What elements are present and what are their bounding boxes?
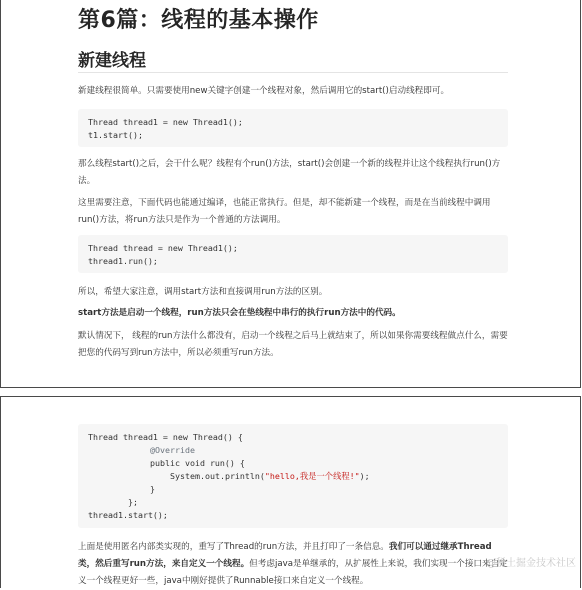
code-line: Thread thread = new Thread1(); <box>88 243 238 253</box>
watermark: @稀土掘金技术社区 <box>486 558 576 569</box>
code-token: System.out.println( <box>170 471 265 481</box>
article-title: 第6篇：线程的基本操作 <box>78 8 319 33</box>
paragraph-difference: 所以，希望大家注意，调用start方法和直接调用run方法的区别。 <box>78 287 328 297</box>
code-line: @Override <box>150 445 195 455</box>
paragraph-default-run: 默认情况下， 线程的run方法什么都没有，启动一个线程之后马上就结束了，所以如果你需要线程做点什么，需要把您的代码写到run方法中，所以必须重写run方法。 <box>78 331 508 358</box>
section-divider <box>78 72 508 73</box>
section-heading: 新建线程 <box>78 51 146 71</box>
text-span: 上面是使用匿名内部类实现的，重写了Thread的run方法，并且打印了一条信息。 <box>78 542 389 552</box>
paragraph-anonymous-class <box>78 539 508 590</box>
paragraph-intro: 新建线程很简单。只需要使用new关键字创建一个线程对象，然后调用它的start()启动线程即可。 <box>78 86 450 96</box>
paragraph-run-note: 这里需要注意，下面代码也能通过编译，也能正常执行。但是，却不能新建一个线程，而是在当前线程中调用run()方法，将run方法只是作为一个普通的方法调用。 <box>78 198 491 225</box>
code-string: "hello,我是一个线程!" <box>264 471 360 481</box>
code-line: thread1.run(); <box>88 256 158 266</box>
code-line: t1.start(); <box>88 130 143 140</box>
code-block-3[interactable] <box>78 424 508 528</box>
paragraph-bold-summary: start方法是启动一个线程，run方法只会在垫线程中串行的执行run方法中的代码。 <box>78 308 401 318</box>
code-line: Thread thread1 = new Thread1(); <box>88 117 243 127</box>
code-line <box>88 470 498 483</box>
code-line: }; <box>128 497 138 507</box>
code-block-1[interactable] <box>78 109 508 147</box>
code-line: public void run() { <box>150 458 245 468</box>
text-span-bold: 我们可以通过继承Thread类，然后重写run方法，来自定义一个线程。 <box>78 542 492 569</box>
code-token: ); <box>359 471 370 481</box>
code-line: Thread thread1 = new Thread() { <box>88 432 243 442</box>
code-line: } <box>150 484 155 494</box>
code-line: thread1.start(); <box>88 510 168 520</box>
page-gap <box>0 388 582 396</box>
text-span: 但考虑java是单继承的，从扩展性上来说，我们实现一个接口来自定义一个线程更好一些，java中刚好提供了Runnable接口来自定义一个线程。 <box>78 559 508 586</box>
paragraph-start-explained: 那么线程start()之后，会干什么呢？线程有个run()方法，start()会创建一个新的线程并让这个线程执行run()方法。 <box>78 159 501 186</box>
code-block-2[interactable] <box>78 235 508 273</box>
